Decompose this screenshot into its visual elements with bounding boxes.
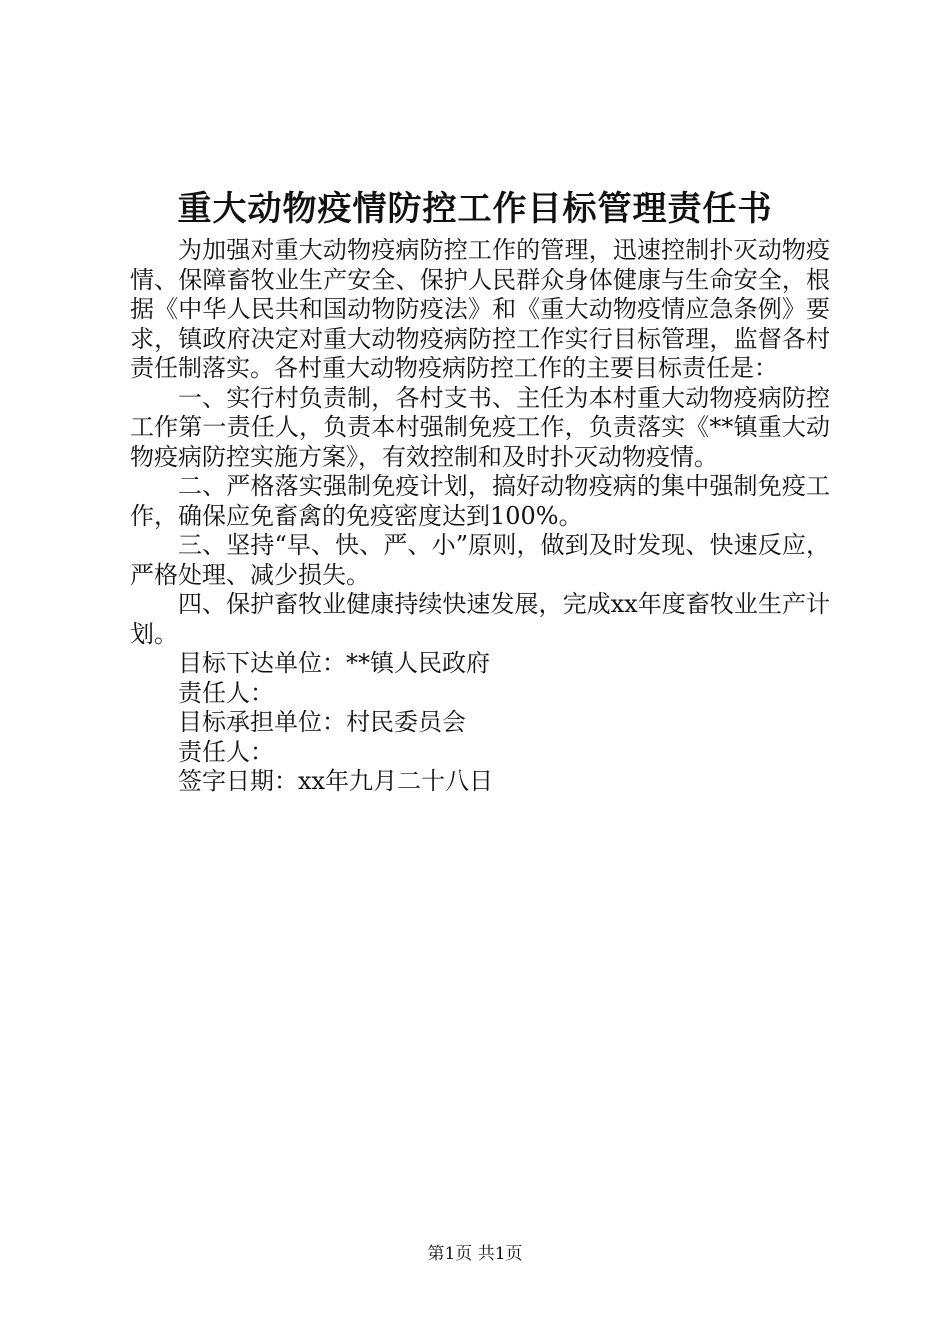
item-paragraph-2: 二、严格落实强制免疫计划，搞好动物疫病的集中强制免疫工作，确保应免畜禽的免疫密度达到100%。 (130, 472, 830, 530)
receiving-unit: 目标承担单位：村民委员会 (178, 708, 466, 736)
page-footer: 第1页 共1页 (427, 1244, 523, 1264)
signing-date: 签字日期：xx年九月二十八日 (178, 767, 494, 795)
item-paragraph-1: 一、实行村负责制，各村支书、主任为本村重大动物疫病防控工作第一责任人，负责本村强制免疫工作，负责落实《**镇重大动物疫病防控实施方案》，有效控制和及时扑灭动物疫情。 (130, 383, 830, 471)
receiving-responsible-person: 责任人： (178, 737, 274, 766)
document-title: 重大动物疫情防控工作目标管理责任书 (177, 189, 773, 229)
document-body (130, 236, 830, 797)
intro-paragraph: 为加强对重大动物疫病防控工作的管理，迅速控制扑灭动物疫情、保障畜牧业生产安全、保护人民群众身体健康与生命安全，根据《中华人民共和国动物防疫法》和《重大动物疫情应急条例》要求，镇政府决定对重大动物疫病防控工作实行目标管理，监督各村责任制落实。各村重大动物疫病防控工作的主要目标责任是： (130, 236, 830, 382)
issuing-responsible-person: 责任人： (178, 678, 274, 707)
item-paragraph-4: 四、保护畜牧业健康持续快速发展，完成xx年度畜牧业生产计划。 (130, 590, 830, 648)
item-paragraph-3: 三、坚持“早、快、严、小”原则，做到及时发现、快速反应，严格处理、减少损失。 (130, 531, 830, 589)
issuing-unit: 目标下达单位：**镇人民政府 (178, 649, 490, 677)
